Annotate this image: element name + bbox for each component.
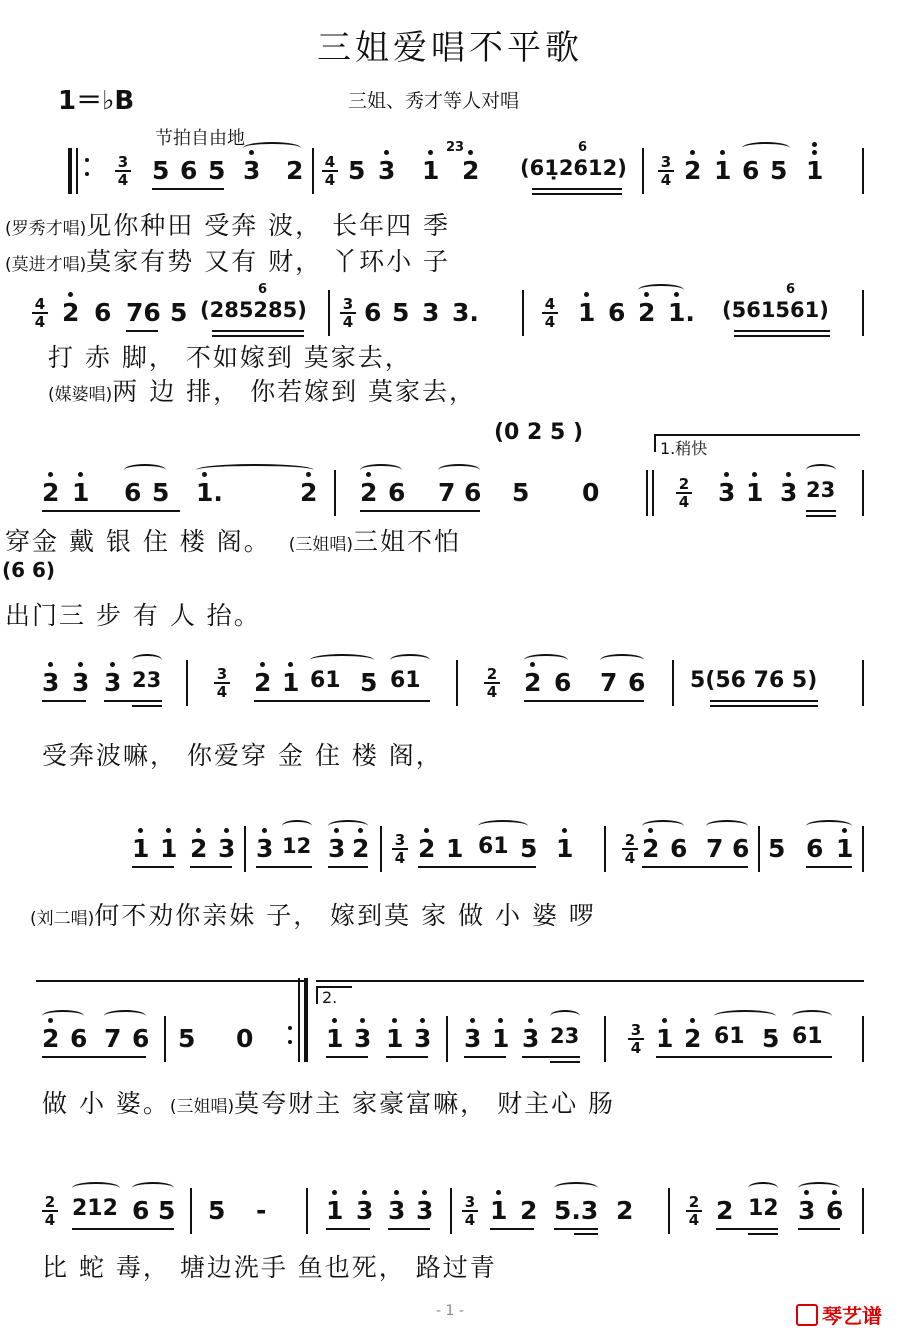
lyrics-line: (刘二唱)何不劝你亲妹 子， 嫁到莫 家 做 小 婆 啰 [30, 901, 596, 930]
logo-icon [796, 1304, 818, 1326]
note: 6 [742, 156, 760, 185]
sustain-dash: - [256, 1196, 267, 1225]
time-signature: 2 4 [622, 832, 638, 866]
staff-line-4 [0, 660, 900, 770]
note: 1 [492, 1024, 510, 1053]
note: 61 [714, 1024, 745, 1049]
grace-notes: 23 [446, 140, 465, 155]
note: 5 [520, 834, 538, 863]
note: 3 [256, 834, 274, 863]
lyrics-line: 比 蛇 毒， 塘边洗手 鱼也死， 路过青 [42, 1253, 497, 1282]
note: 3 [42, 668, 60, 697]
lyrics-line: (媒婆唱)两 边 排， 你若嫁到 莫家去， [48, 377, 477, 406]
note: 3 [104, 668, 122, 697]
note: 7 [438, 478, 456, 507]
note: 5 [392, 298, 410, 327]
time-signature: 4 4 [322, 154, 338, 188]
note: 7 [706, 834, 724, 863]
note: 6 [464, 478, 482, 507]
note: 1 [836, 834, 854, 863]
accompaniment-figure: (0 2 5 ) [494, 420, 584, 445]
lyrics-line: 穿金 戴 银 住 楼 阁。 (三姐唱)三姐不怕 [5, 527, 462, 556]
note: 5 [152, 478, 170, 507]
note: 6 [670, 834, 688, 863]
note: 3. [452, 298, 479, 327]
note: 6 [94, 298, 112, 327]
note: 5 [348, 156, 366, 185]
lyrics-line: (莫进才唱)莫家有势 又有 财， 丫环小 子 [5, 247, 451, 276]
note: 3 [72, 668, 90, 697]
note: 6 [124, 478, 142, 507]
note: 1 [132, 834, 150, 863]
performers: 三姐、秀才等人对唱 [348, 90, 520, 112]
note: 5 [768, 834, 786, 863]
second-ending: 2. [316, 986, 352, 1004]
note: 1. [668, 298, 695, 327]
note: 0 [236, 1024, 254, 1053]
time-signature: 4 4 [542, 296, 558, 330]
time-signature: 3 4 [628, 1022, 644, 1056]
note: 3 [416, 1196, 434, 1225]
time-signature: 2 4 [42, 1194, 58, 1228]
note: 1 [746, 478, 764, 507]
note: 2 [684, 156, 702, 185]
note: 3 [328, 834, 346, 863]
note: 2 [42, 478, 60, 507]
note: 2 [418, 834, 436, 863]
note: 1 [556, 834, 574, 863]
note: 5 [208, 156, 226, 185]
lyrics-line: 做 小 婆。(三姐唱)莫夸财主 家豪富嘛， 财主心 肠 [42, 1089, 616, 1118]
note: 2 [254, 668, 272, 697]
staff-line-5 [0, 826, 900, 936]
tempo-marking: 节拍自由地 [155, 128, 245, 149]
note: 1 [422, 156, 440, 185]
note: 3 [388, 1196, 406, 1225]
time-signature: 3 4 [658, 154, 674, 188]
note: 3 [243, 156, 261, 185]
tuplet-group: (285285) [200, 298, 307, 322]
note: 1 [326, 1196, 344, 1225]
note: 2 [638, 298, 656, 327]
note: 2 [524, 668, 542, 697]
note: 2 [190, 834, 208, 863]
page-number: - 1 - [436, 1303, 464, 1319]
note: 5 [360, 668, 378, 697]
lyrics-line: 出门三 步 有 人 抬。 [5, 601, 261, 630]
note: 6 [554, 668, 572, 697]
note: 3 [378, 156, 396, 185]
note: 1. [196, 478, 223, 507]
note: 5 [178, 1024, 196, 1053]
note: 1 [160, 834, 178, 863]
repeat-dots [85, 148, 89, 186]
note: 3 [718, 478, 736, 507]
note: 23 [550, 1024, 580, 1048]
note: 5 [152, 156, 170, 185]
note: 1 [326, 1024, 344, 1053]
key-signature: 1＝♭B [58, 86, 135, 116]
note: 3 [414, 1024, 432, 1053]
time-signature: 3 4 [462, 1194, 478, 1228]
note: 1 [656, 1024, 674, 1053]
tuplet-group: (61̣2612) [520, 156, 627, 180]
note: 2 [462, 156, 480, 185]
note: 3 [464, 1024, 482, 1053]
tuplet-group: (561561) [722, 298, 829, 322]
note: 6 [132, 1024, 150, 1053]
note: 6 [732, 834, 750, 863]
note: 1 [714, 156, 732, 185]
note: 6 [132, 1196, 150, 1225]
note: 5 [512, 478, 530, 507]
site-logo[interactable]: 琴艺谱 [796, 1300, 882, 1329]
time-signature: 3 4 [340, 296, 356, 330]
note: 7 [600, 668, 618, 697]
time-signature: 2 4 [484, 666, 500, 700]
note: 5 [762, 1024, 780, 1053]
time-signature: 2 4 [676, 476, 692, 510]
staff-line-1: 3 4 5 6 5 3 2 4 4 5 3 1 23 2 (61̣2612) 6 3 4 2 1 6 5 1 (罗秀才唱)见你种田 受奔 波， 长年四 季 (莫进才唱)莫家有势 又有 财， 丫环小 子 [0, 148, 900, 298]
lyrics-line: (罗秀才唱)见你种田 受奔 波， 长年四 季 [5, 211, 451, 240]
note: 2 [352, 834, 370, 863]
note: 2 [286, 156, 304, 185]
note: 2 [642, 834, 660, 863]
first-ending: 1.稍快 [654, 434, 860, 452]
note: 5 [170, 298, 188, 327]
note: 1 [578, 298, 596, 327]
note: 2 [520, 1196, 538, 1225]
note: 2 [616, 1196, 634, 1225]
note: 6 [826, 1196, 844, 1225]
note: 0 [582, 478, 600, 507]
note: 1 [806, 156, 824, 185]
note: 61 [390, 668, 421, 693]
note: 23 [806, 478, 836, 502]
note: 6 [608, 298, 626, 327]
note: 212 [72, 1196, 118, 1221]
note: 5.3 [554, 1196, 599, 1225]
time-signature: 3 4 [115, 154, 131, 188]
staff-line-2: 4 4 2 6 76 5 (285285) 6 3 4 6 5 3 3. 4 4 1 6 2 1. (561561) 6 打 赤 脚， 不如嫁到 莫家去， (媒婆唱)两 边 排， 你若嫁到 莫家去， [0, 290, 900, 410]
note: 61 [478, 834, 509, 859]
alternate-notes: (6 6) [2, 558, 56, 582]
note: 2 [716, 1196, 734, 1225]
note: 76 [126, 298, 161, 327]
repeat-barline [68, 148, 72, 194]
note: 2 [62, 298, 80, 327]
barline [76, 148, 78, 194]
staff-line-3 [0, 420, 900, 630]
lyrics-line: 打 赤 脚， 不如嫁到 莫家去， [48, 343, 412, 372]
note: 6 [806, 834, 824, 863]
note: 6 [364, 298, 382, 327]
note: 5 [770, 156, 788, 185]
note: 5 [158, 1196, 176, 1225]
time-signature: 3 4 [214, 666, 230, 700]
note: 2 [684, 1024, 702, 1053]
note: 3 [522, 1024, 540, 1053]
note: 3 [354, 1024, 372, 1053]
song-title: 三姐爱唱不平歌 [317, 28, 583, 68]
note: 3 [780, 478, 798, 507]
note: 6 [70, 1024, 88, 1053]
note: 12 [282, 834, 312, 858]
staff-line-7 [0, 1188, 900, 1288]
note-with-accompaniment: 5(56 76 5) [690, 668, 818, 693]
note: 1 [490, 1196, 508, 1225]
note: 1 [446, 834, 464, 863]
note: 3 [798, 1196, 816, 1225]
note: 6 [180, 156, 198, 185]
note: 61 [792, 1024, 823, 1049]
note: 1 [282, 668, 300, 697]
note: 6 [388, 478, 406, 507]
time-signature: 2 4 [686, 1194, 702, 1228]
note: 3 [218, 834, 236, 863]
note: 12 [748, 1196, 779, 1221]
note: 23 [132, 668, 162, 692]
note: 3 [422, 298, 440, 327]
note: 6 [628, 668, 646, 697]
note: 1 [72, 478, 90, 507]
note: 2 [42, 1024, 60, 1053]
note: 5 [208, 1196, 226, 1225]
staff-line-6 [0, 978, 900, 1118]
note: 7 [104, 1024, 122, 1053]
lyrics-line: 受奔波嘛， 你爱穿 金 住 楼 阁， [42, 741, 443, 770]
note: 2 [360, 478, 378, 507]
note: 3 [356, 1196, 374, 1225]
repeat-dots [288, 1016, 292, 1054]
note: 1 [386, 1024, 404, 1053]
note: 2 [300, 478, 318, 507]
time-signature: 4 4 [32, 296, 48, 330]
time-signature: 3 4 [392, 832, 408, 866]
note: 61 [310, 668, 341, 693]
